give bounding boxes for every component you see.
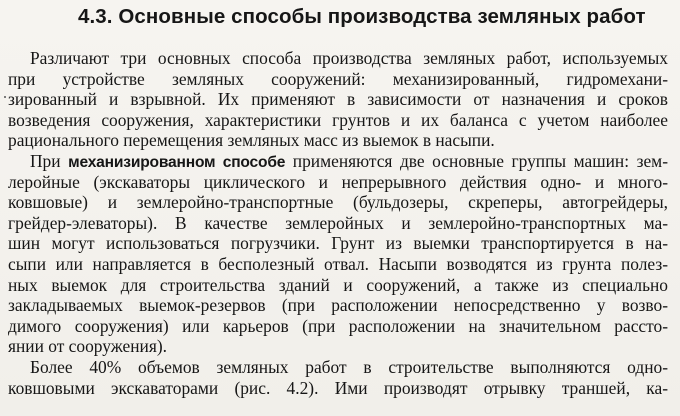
text-line: при устройстве земляных сооружений: механизированный, гидромехани-: [8, 68, 668, 89]
text-line: зированный и взрывной. Их применяют в зависимости от назначения и сроков: [8, 89, 668, 110]
text-line: ковшовые) и землеройно-транспортные (бульдозеры, скреперы, автогрейдеры,: [8, 192, 668, 213]
scan-speck: [4, 96, 6, 98]
emphasized-term: механизированном способе: [68, 153, 286, 171]
paragraph-2: [8, 151, 668, 357]
text-line: димого сооружения) или карьеров (при расположении на значительном рассто-: [8, 315, 668, 336]
text-line: [8, 151, 668, 172]
text-line: закладываемых выемок-резервов (при расположении непосредственно у возво-: [8, 295, 668, 316]
body-text: [8, 48, 668, 398]
text-line: сыпи или направляется в бесполезный отвал. Насыпи возводятся из грунта полез-: [8, 253, 668, 274]
text-line: Различают три основных способа производства земляных работ, используемых: [30, 48, 668, 68]
text-line: янии от сооружения).: [8, 336, 167, 357]
line-prefix: При: [30, 150, 61, 171]
text-line: леройные (экскаваторы циклического и непрерывного действия одно- и много-: [8, 171, 668, 192]
text-line: Более 40% объемов земляных работ в строительстве выполняются одно-: [30, 356, 668, 377]
paragraph-1: [8, 48, 668, 151]
text-line: возведения сооружения, характеристики грунтов и их баланса с учетом наиболее: [8, 109, 668, 130]
text-line: шин могут использоваться погрузчики. Грунт из выемки транспортируется в на-: [8, 233, 668, 254]
section-heading: 4.3. Основные способы производства земляных работ: [78, 5, 646, 28]
text-line: грейдер-элеваторы). В качестве землеройных и землеройно-транспортных ма-: [8, 212, 668, 233]
text-line: рационального перемещения земляных масс из выемок в насыпи.: [8, 130, 495, 151]
text-line: ковшовыми экскаваторами (рис. 4.2). Ими производят отрывку траншей, ка-: [8, 377, 668, 398]
paragraph-3: [8, 357, 668, 398]
line-suffix: применяются две основные группы машин: зем-: [292, 150, 668, 171]
text-line: ных выемок для строительства зданий и сооружений, а также из специально: [8, 274, 668, 295]
